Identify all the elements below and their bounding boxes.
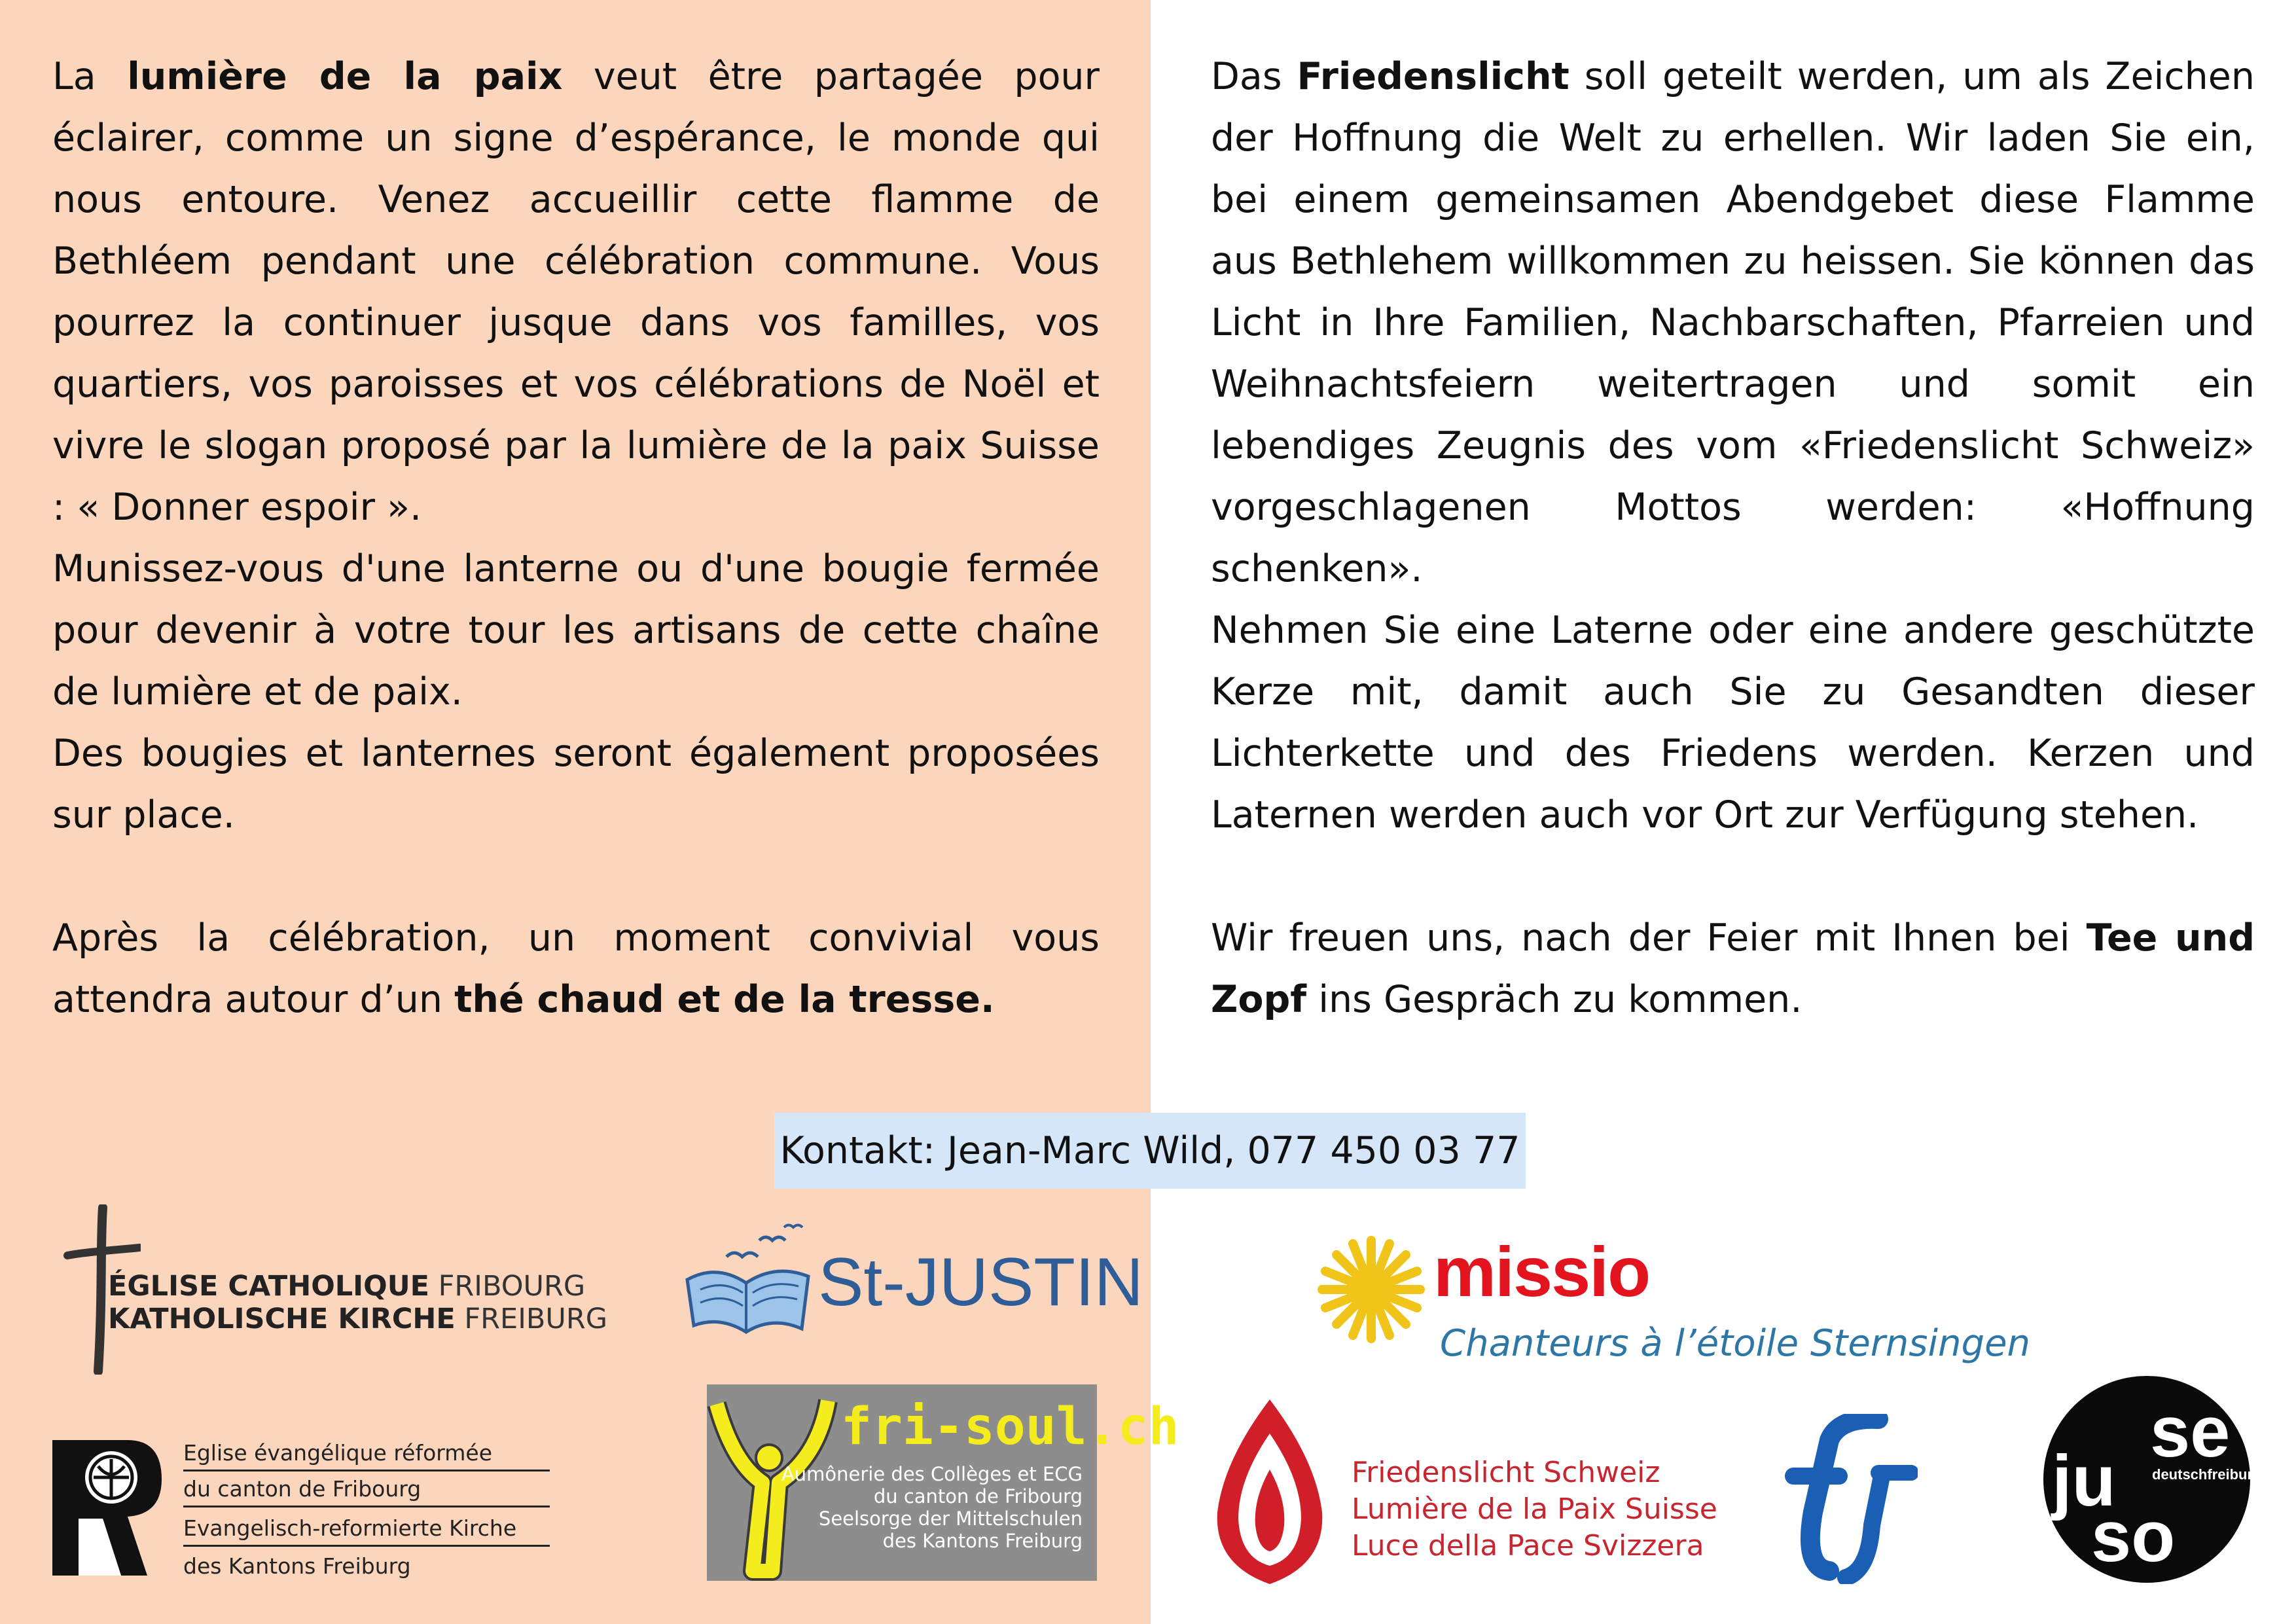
french-paragraph-3: Des bougies et lanternes seront également proposées sur place. bbox=[52, 732, 1100, 837]
juso-badge bbox=[2042, 1375, 2251, 1584]
reformed-church-logo bbox=[49, 1437, 560, 1587]
fri-soul-logo bbox=[707, 1384, 1179, 1581]
french-paragraph-4: Après la célébration, un moment convivial vous attendra autour d’un thé chaud et de la tresse. bbox=[52, 916, 1100, 1021]
reformed-line-2: du canton de Fribourg bbox=[183, 1476, 422, 1502]
juso-logo bbox=[2042, 1375, 2251, 1584]
missio-subtitle: Chanteurs à l’étoile Sternsingen bbox=[1440, 1322, 2031, 1365]
spacer bbox=[1211, 846, 2255, 907]
juso-small: deutschfreiburg bbox=[2152, 1466, 2251, 1483]
bold-phrase: Tee und Zopf bbox=[1211, 916, 2255, 1021]
reformed-divider bbox=[183, 1506, 550, 1507]
reformed-line-3: Evangelisch-reformierte Kirche bbox=[183, 1515, 517, 1541]
german-text-column bbox=[1211, 46, 2255, 1030]
st-justin-text: St-JUSTIN bbox=[818, 1244, 1143, 1320]
contact-text: Kontakt: Jean-Marc Wild, 077 450 03 77 bbox=[780, 1129, 1520, 1172]
reformed-divider bbox=[183, 1470, 550, 1471]
spacer bbox=[52, 846, 1100, 907]
missio-name: missio bbox=[1433, 1232, 1650, 1311]
reformed-line-4: des Kantons Freiburg bbox=[183, 1553, 411, 1579]
german-paragraph-3: Wir freuen uns, nach der Feier mit Ihnen bei Tee und Zopf ins Gespräch zu kommen. bbox=[1211, 916, 2255, 1021]
reformed-line-1: Eglise évangélique réformée bbox=[183, 1440, 493, 1466]
fri-soul-name: fri-soul.ch bbox=[841, 1398, 1179, 1456]
fj-icon bbox=[1767, 1414, 1918, 1584]
bold-phrase: lumière de la paix bbox=[127, 55, 563, 98]
catholic-line-2: KATHOLISCHE KIRCHE FREIBURG bbox=[108, 1303, 608, 1335]
reformed-divider bbox=[183, 1545, 550, 1547]
french-paragraph-1: La lumière de la paix veut être partagée pour éclairer, comme un signe d’espérance, le monde qui nous entoure. Venez accueillir cette flamme de Bethléem pendant une célébration commune. Vous pourrez la continuer jusque dans vos familles, vos quartiers, vos paroisses et vos célébrations de Noël et vivre le slogan proposé par la lumière de la paix Suisse : « Donner espoir ». bbox=[52, 55, 1100, 529]
reformed-r-icon bbox=[49, 1437, 167, 1581]
star-icon bbox=[1316, 1231, 1427, 1348]
friedenslicht-logo bbox=[1198, 1394, 1717, 1591]
missio-logo bbox=[1316, 1231, 2049, 1388]
juso-ju: ju bbox=[2052, 1441, 2116, 1521]
french-text-column bbox=[52, 46, 1100, 1030]
fri-soul-subtitle: Aumônerie des Collèges et ECG du canton de Fribourg Seelsorge der Mittelschulen des Kantons Freiburg bbox=[781, 1463, 1083, 1552]
bold-phrase: Friedenslicht bbox=[1297, 55, 1570, 98]
bold-phrase: thé chaud et de la tresse. bbox=[454, 978, 995, 1021]
st-justin-logo bbox=[681, 1218, 1143, 1348]
flame-icon bbox=[1198, 1394, 1342, 1591]
german-paragraph-1: Das Friedenslicht soll geteilt werden, um als Zeichen der Hoffnung die Welt zu erhellen. Wir laden Sie ein, bei einem gemeinsamen Abendgebet diese Flamme aus Bethlehem willkommen zu heissen. Sie können das Licht in Ihre Familien, Nachbarschaften, Pfarreien und Weihnachtsfeiern weitertragen und somit ein lebendiges Zeugnis des vom «Friedenslicht Schweiz» vorgeschlagenen Mottos werden: «Hoffnung schenken». bbox=[1211, 55, 2255, 590]
german-paragraph-2: Nehmen Sie eine Laterne oder eine andere geschützte Kerze mit, damit auch Sie zu Gesandten dieser Lichterkette und des Friedens werden. Kerzen und Laternen werden auch vor Ort zur Verfügung stehen. bbox=[1211, 609, 2255, 837]
open-book-icon bbox=[681, 1218, 812, 1348]
catholic-church-logo bbox=[62, 1204, 608, 1375]
fj-logo bbox=[1767, 1414, 1918, 1584]
juso-se: se bbox=[2150, 1392, 2231, 1472]
friedenslicht-text: Friedenslicht Schweiz Lumière de la Paix Suisse Luce della Pace Svizzera bbox=[1352, 1456, 1717, 1562]
juso-so: so bbox=[2091, 1496, 2176, 1577]
contact-box bbox=[774, 1113, 1526, 1189]
catholic-line-1: ÉGLISE CATHOLIQUE FRIBOURG bbox=[108, 1270, 586, 1303]
french-paragraph-2: Munissez-vous d'une lanterne ou d'une bougie fermée pour devenir à votre tour les artisans de cette chaîne de lumière et de paix. bbox=[52, 547, 1100, 713]
